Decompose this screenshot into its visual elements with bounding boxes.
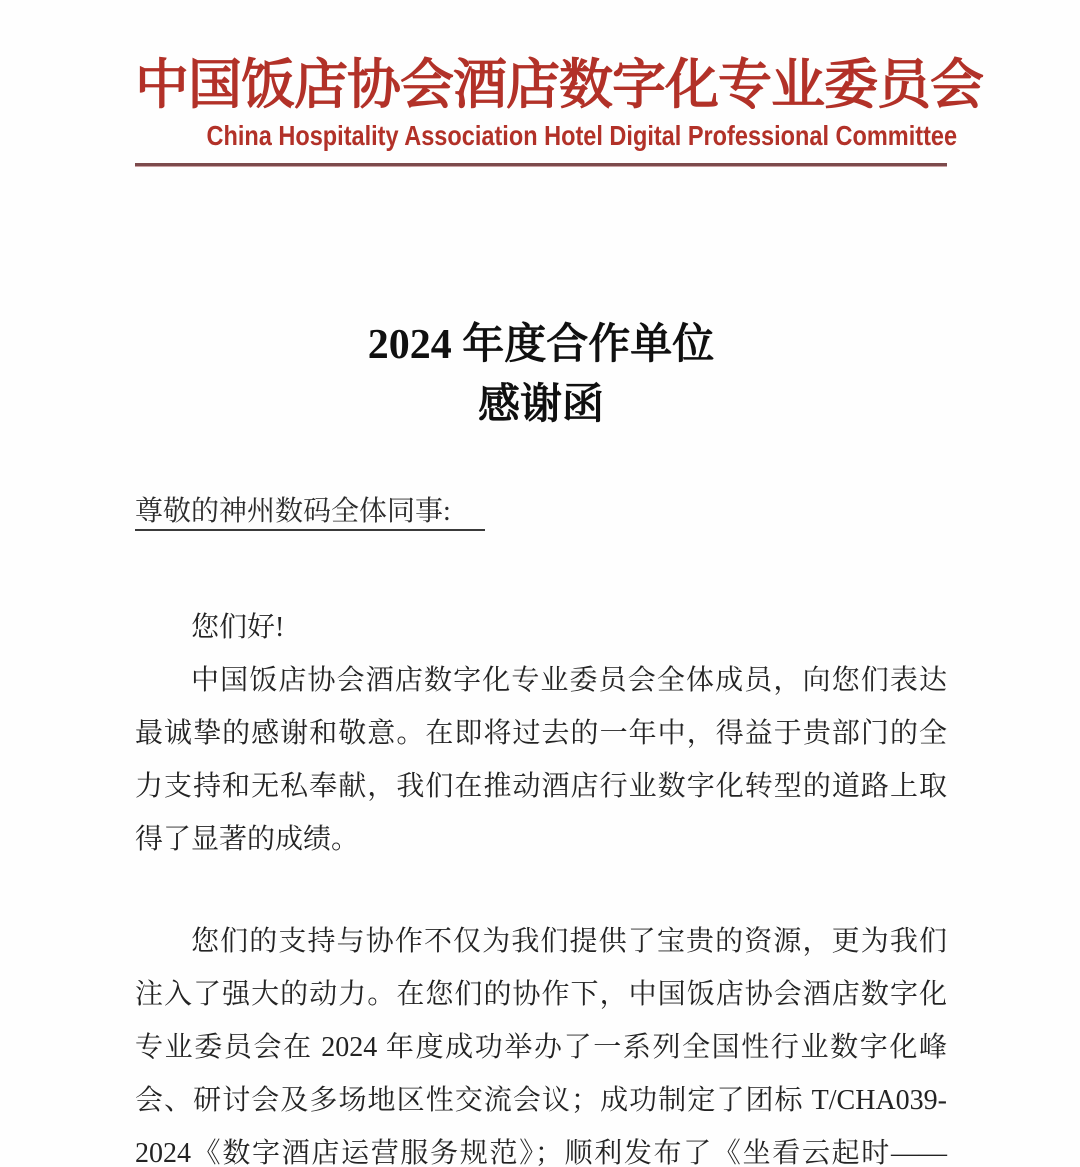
letter-paragraphs (135, 601, 947, 1167)
body-line: 注入了强大的动力。在您们的协作下，中国饭店协会酒店数字化 (135, 979, 947, 1010)
org-name-english (135, 120, 958, 152)
letter-title-line2: 感谢函 (477, 382, 604, 428)
body-line: 您们的支持与协作不仅为我们提供了宝贵的资源，更为我们 (191, 926, 947, 957)
body-line: 力支持和无私奉献，我们在推动酒店行业数字化转型的道路上取 (135, 771, 947, 802)
org-name-english-text: China Hospitality Association Hotel Digital Professional Committee (206, 120, 958, 151)
body-line: 得了显著的成绩。 (135, 824, 360, 855)
letterhead-divider (135, 163, 947, 167)
letterhead (135, 52, 983, 167)
salutation (135, 491, 947, 533)
body-line: 2024《数字酒店运营服务规范》；顺利发布了《坐看云起时—— (135, 1138, 947, 1167)
body-line: 专业委员会在 2024 年度成功举办了一系列全国性行业数字化峰 (135, 1032, 947, 1063)
body-line: 中国饭店协会酒店数字化专业委员会全体成员，向您们表达 (191, 665, 947, 696)
paragraph-1 (135, 654, 947, 866)
letter-title (135, 315, 947, 435)
body-line: 最诚挚的感谢和敬意。在即将过去的一年中，得益于贵部门的全 (135, 718, 947, 749)
paragraph-2 (135, 915, 947, 1167)
salutation-text: 尊敬的神州数码全体同事: (135, 496, 485, 531)
greeting-line: 您们好! (191, 612, 285, 643)
body-line: 会、研讨会及多场地区性交流会议；成功制定了团标 T/CHA039- (135, 1085, 947, 1116)
letter-title-line1: 2024 年度合作单位 (367, 322, 715, 368)
org-name-chinese: 中国饭店协会酒店数字化专业委员会 (135, 55, 983, 115)
letter-body (135, 315, 947, 1167)
